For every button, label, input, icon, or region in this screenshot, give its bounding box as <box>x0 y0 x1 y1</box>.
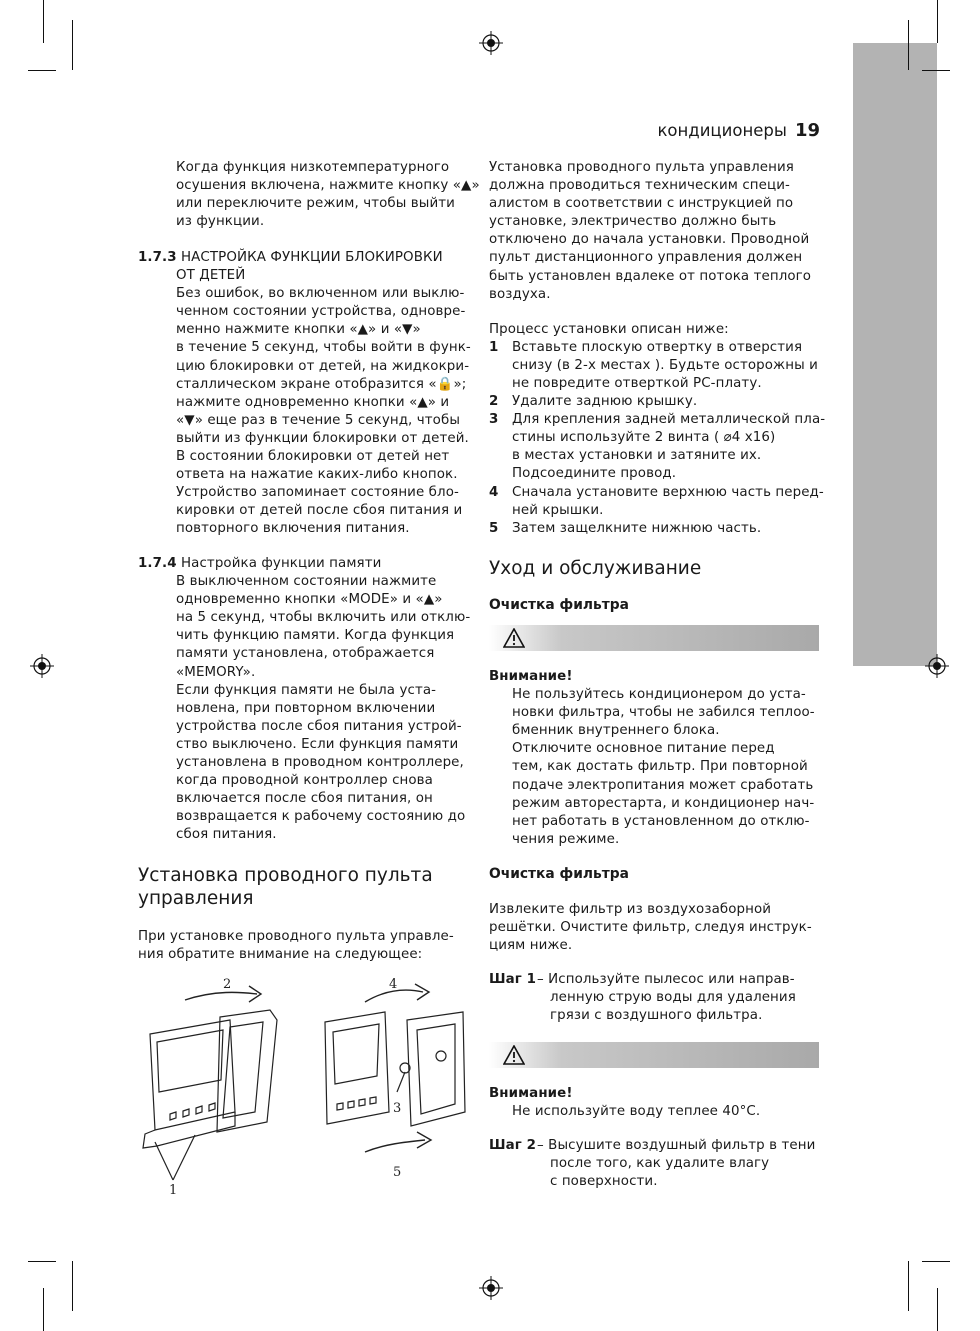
text-line: чения режиме. <box>512 831 620 847</box>
attention-block <box>489 1085 760 1121</box>
install-intro <box>138 928 454 964</box>
text-line: новки фильтра, чтобы не забился теплоо- <box>512 705 815 721</box>
text-line: на 5 секунд, чтобы включить или отклю- <box>176 610 471 626</box>
crop-mark <box>72 20 73 70</box>
figure-label: 1 <box>169 1183 178 1198</box>
section-number: 1.7.3 <box>138 250 177 265</box>
text-line: В состоянии блокировки от детей нет <box>176 449 450 465</box>
text-line: Когда функция низкотемпературного <box>176 160 450 175</box>
step-label: Шаг 1 <box>489 972 537 987</box>
warning-icon <box>503 1045 525 1065</box>
crop-mark <box>28 1261 56 1262</box>
text-line: ство выключено. Если функция памяти <box>176 736 459 752</box>
text-line: отключено до начала установки. Проводной <box>489 232 810 248</box>
text-line: пульт дистанционного управления должен <box>489 250 803 266</box>
text-line: с поверхности. <box>550 1174 658 1189</box>
text-line: в местах установки и затяните их. <box>512 448 762 464</box>
figure-label: 5 <box>393 1165 402 1180</box>
text-line: Для крепления задней металлической пла- <box>512 412 826 427</box>
text-line: сбоя питания. <box>176 827 277 843</box>
text-line: после того, как удалите влагу <box>550 1156 770 1171</box>
crop-mark <box>922 70 950 71</box>
page-number: 19 <box>794 120 820 141</box>
step-number: 2 <box>489 394 499 409</box>
text-line: – Высушите воздушный фильтр в тени <box>537 1138 816 1153</box>
filter-heading: Очистка фильтра <box>489 866 629 882</box>
install-steps-list <box>489 339 829 539</box>
right-intro <box>489 159 811 304</box>
step-number: 4 <box>489 485 499 500</box>
text-line: Затем защелкните нижнюю часть. <box>512 521 762 536</box>
text-line: «▼» еще раз в течение 5 секунд, чтобы <box>176 412 461 428</box>
crop-mark <box>43 0 44 43</box>
attention-label: Внимание! <box>489 669 573 684</box>
install-heading <box>138 864 433 910</box>
text-line: воздуха. <box>489 286 551 302</box>
text-line: режим авторестарта, и кондиционер нач- <box>512 795 815 811</box>
crop-mark <box>43 1288 44 1331</box>
section-number: 1.7.4 <box>138 556 177 571</box>
text-line: цию блокировки от детей, на жидкокри- <box>176 358 470 374</box>
side-tab <box>853 43 937 666</box>
registration-mark-icon <box>479 31 503 55</box>
text-line: ответа на нажатие каких-либо кнопок. <box>176 467 458 483</box>
step-1 <box>489 971 829 1027</box>
crop-mark <box>908 1261 909 1311</box>
step-number: 3 <box>489 412 499 427</box>
warning-icon <box>503 628 525 648</box>
text-line: подаче электропитания может сработать <box>512 777 814 793</box>
text-line: циям ниже. <box>489 938 573 954</box>
text-line: бменник внутреннего блока. <box>512 723 720 739</box>
text-line: алистом в соответствии с инструкцией по <box>489 196 794 212</box>
section-1-7-3 <box>138 249 471 539</box>
text-line: не повредите отверткой PC-плату. <box>512 376 762 392</box>
text-line: Удалите заднюю крышку. <box>512 394 698 409</box>
text-line: повторного включения питания. <box>176 521 410 537</box>
text-line: Без ошибок, во включенном или выклю- <box>176 286 465 302</box>
text-line: кировки от детей после сбоя питания и <box>176 503 463 519</box>
installation-figure <box>135 972 475 1202</box>
registration-mark-icon <box>30 654 54 678</box>
text-line: Сначала установите верхнюю часть перед- <box>512 485 824 500</box>
text-line: «MEMORY». <box>176 664 256 680</box>
crop-mark <box>72 1261 73 1311</box>
text-line: Не используйте воду теплее 40°C. <box>512 1104 761 1120</box>
text-line: осушения включена, нажмите кнопку «▲» <box>176 178 480 194</box>
crop-mark <box>28 70 56 71</box>
attention-label: Внимание! <box>489 1086 573 1101</box>
text-line: Извлеките фильтр из воздухозаборной <box>489 902 772 917</box>
text-line: решётки. Очистите фильтр, следуя инструк- <box>489 920 812 936</box>
text-line: нажмите одновременно кнопки «▲» и <box>176 394 450 410</box>
text-line: Устройство запоминает состояние бло- <box>176 485 459 501</box>
step-number: 1 <box>489 340 499 355</box>
warning-bar <box>489 1042 819 1068</box>
header-title: кондиционеры <box>657 121 787 140</box>
step-2 <box>489 1137 829 1193</box>
text-line: ней крышки. <box>512 503 604 519</box>
figure-label: 4 <box>389 977 398 992</box>
section-title: НАСТРОЙКА ФУНКЦИИ БЛОКИРОВКИ <box>181 250 443 265</box>
crop-mark <box>922 1261 950 1262</box>
section-title: Настройка функции памяти <box>181 556 382 571</box>
text-line: в течение 5 секунд, чтобы войти в функ- <box>176 340 471 356</box>
text-line: грязи с воздушного фильтра. <box>550 1008 763 1023</box>
text-line: когда проводной контроллер снова <box>176 773 433 789</box>
intro-paragraph <box>176 159 480 231</box>
text-line: устройства после сбоя питания устрой- <box>176 718 462 734</box>
text-line: памяти установлена, отображается <box>176 646 435 662</box>
figure-label: 3 <box>393 1101 402 1116</box>
text-line: выйти из функции блокировки от детей. <box>176 430 469 446</box>
text-line: Установка проводного пульта управления <box>489 160 794 175</box>
text-line: установке, электричество должно быть <box>489 214 777 230</box>
warning-bar <box>489 625 819 651</box>
text-line: одновременно кнопки «MODE» и «▲» <box>176 592 443 608</box>
text-line: стины используйте 2 винта ( ⌀4 x16) <box>512 430 776 446</box>
text-line: ния обратите внимание на следующее: <box>138 947 423 963</box>
filter-intro <box>489 901 812 955</box>
step-number: 5 <box>489 521 499 536</box>
crop-mark <box>908 20 909 70</box>
text-line: из функции. <box>176 214 265 230</box>
text-line: быть установлен вдалеке от потока теплого <box>489 268 812 284</box>
attention-block <box>489 668 815 849</box>
text-line: Вставьте плоскую отвертку в отверстия <box>512 340 803 355</box>
process-intro: Процесс установки описан ниже: <box>489 322 729 337</box>
text-line: При установке проводного пульта управле- <box>138 929 454 944</box>
registration-mark-icon <box>925 654 949 678</box>
text-line: тем, как достать фильтр. При повторной <box>512 759 808 775</box>
care-heading: Уход и обслуживание <box>489 558 702 579</box>
text-line: установлена в проводном контроллере, <box>176 755 464 771</box>
text-line: должна проводиться техническим специ- <box>489 178 790 194</box>
section-1-7-4 <box>138 555 470 845</box>
text-line: чить функцию памяти. Когда функция <box>176 628 455 644</box>
text-line: В выключенном состоянии нажмите <box>176 574 437 590</box>
text-line: сталлическом экране отобразится «🔒»; <box>176 376 467 392</box>
text-line: – Используйте пылесос или направ- <box>537 972 795 987</box>
figure-label: 2 <box>223 977 232 992</box>
crop-mark <box>937 0 938 43</box>
step-label: Шаг 2 <box>489 1138 537 1153</box>
text-line: Отключите основное питание перед <box>512 741 775 757</box>
text-line: возвращается к рабочему состоянию до <box>176 809 466 825</box>
text-line: ченном состоянии устройства, одновре- <box>176 304 466 320</box>
section-title: ОТ ДЕТЕЙ <box>176 268 246 284</box>
text-line: Подсоедините провод. <box>512 466 677 482</box>
text-line: включается после сбоя питания, он <box>176 791 433 807</box>
text-line: новлена, при повторном включении <box>176 700 436 716</box>
heading-line: управления <box>138 888 254 909</box>
text-line: снизу (в 2-х местах ). Будьте осторожны и <box>512 358 818 374</box>
text-line: или переключите режим, чтобы выйти <box>176 196 455 212</box>
page-header <box>657 120 820 141</box>
text-line: ленную струю воды для удаления <box>550 990 796 1005</box>
filter-heading: Очистка фильтра <box>489 597 629 613</box>
heading-line: Установка проводного пульта <box>138 865 433 886</box>
back-plate <box>407 1012 465 1126</box>
registration-mark-icon <box>479 1276 503 1300</box>
text-line: Если функция памяти не была уста- <box>176 682 437 698</box>
text-line: Не пользуйтесь кондиционером до уста- <box>512 687 806 703</box>
crop-mark <box>937 1288 938 1331</box>
text-line: менно нажмите кнопки «▲» и «▼» <box>176 322 421 338</box>
text-line: нет работать в установленном до отклю- <box>512 813 810 829</box>
